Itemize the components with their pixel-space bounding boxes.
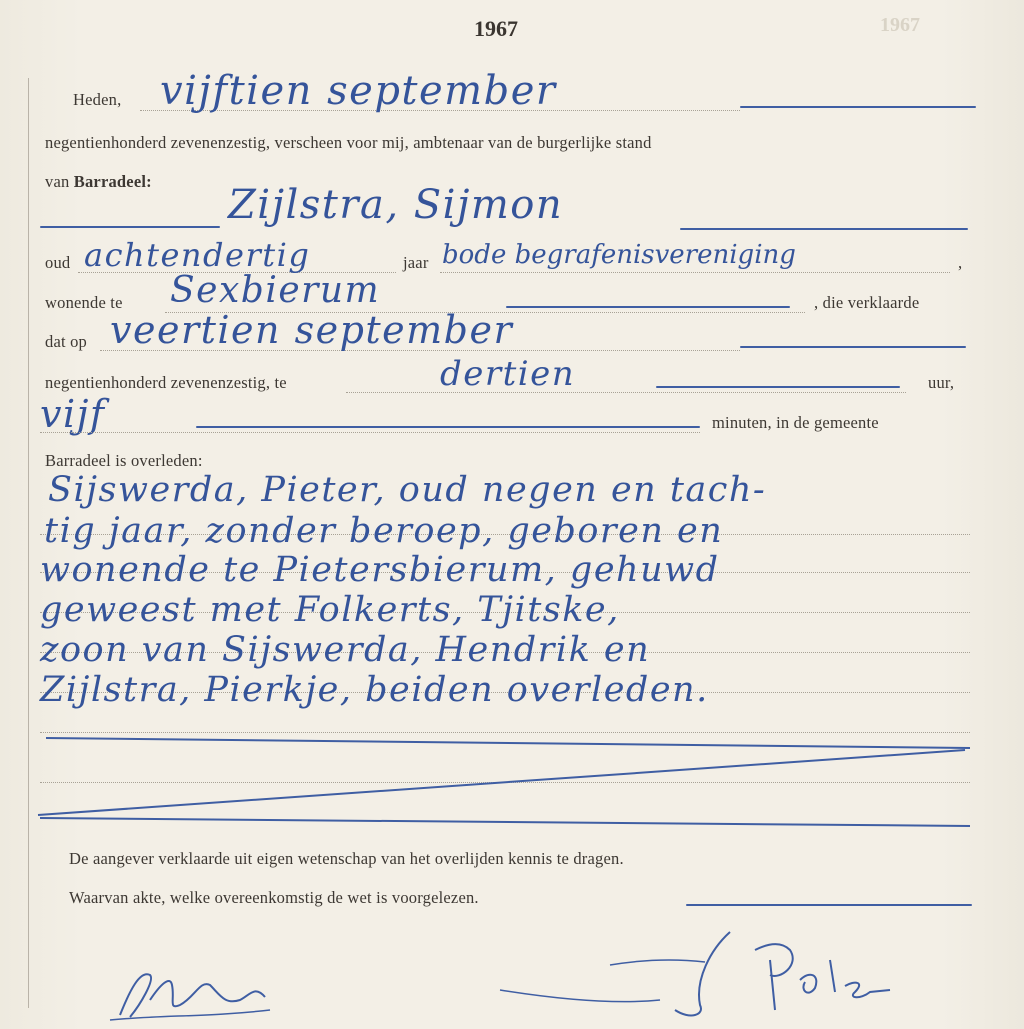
label-jaar: jaar bbox=[403, 253, 429, 272]
label-uur: uur, bbox=[928, 373, 955, 392]
bleed-through-text: 1967 bbox=[880, 14, 920, 36]
printed-line-2: negentienhonderd zevenenzestig, verscheen voor mij, ambtenaar van de burgerlijke stand bbox=[45, 133, 652, 152]
signature-declarant-image bbox=[100, 955, 300, 1025]
handwritten-death-date: veertien september bbox=[110, 308, 514, 352]
label-oud: oud bbox=[45, 253, 71, 272]
van-text: van bbox=[45, 172, 70, 191]
fill-stroke bbox=[686, 904, 972, 906]
closing-line-2: Waarvan akte, welke overeenkomstig de wet is voorgelezen. bbox=[69, 888, 479, 907]
label-dat-op: dat op bbox=[45, 332, 87, 351]
municipality-name: Barradeel: bbox=[73, 172, 152, 191]
handwritten-minutes: vijf bbox=[40, 392, 106, 436]
deceased-line: geweest met Folkerts, Tjitske, bbox=[40, 590, 620, 630]
label-wonende-te: wonende te bbox=[45, 293, 123, 312]
deceased-line: Zijlstra, Pierkje, beiden overleden. bbox=[40, 670, 709, 710]
deceased-line: tig jaar, zonder beroep, geboren en bbox=[44, 511, 724, 551]
label-comma: , bbox=[958, 253, 963, 272]
deceased-line: zoon van Sijswerda, Hendrik en bbox=[40, 630, 651, 670]
label-year-te: negentienhonderd zevenenzestig, te bbox=[45, 373, 287, 392]
handwritten-hour: dertien bbox=[440, 354, 576, 394]
handwritten-declarant-age: achtendertig bbox=[84, 236, 311, 274]
handwritten-residence: Sexbierum bbox=[170, 270, 381, 311]
deceased-line: Sijswerda, Pieter, oud negen en tach- bbox=[48, 470, 767, 510]
label-heden: Heden, bbox=[73, 90, 122, 109]
label-minuten: minuten, in de gemeente bbox=[712, 413, 879, 432]
closing-line-1: De aangever verklaarde uit eigen wetenschap van het overlijden kennis te dragen. bbox=[69, 849, 624, 868]
handwritten-date-day: vijftien september bbox=[160, 68, 557, 114]
handwritten-declarant-name: Zijlstra, Sijmon bbox=[228, 182, 564, 228]
signature-official-image bbox=[490, 920, 910, 1025]
label-overleden: Barradeel is overleden: bbox=[45, 451, 203, 470]
label-die-verklaarde: , die verklaarde bbox=[814, 293, 920, 312]
deceased-line: wonende te Pietersbierum, gehuwd bbox=[40, 550, 720, 590]
page-year: 1967 bbox=[474, 16, 518, 41]
handwritten-declarant-occupation: bode begrafenisvereniging bbox=[442, 240, 796, 270]
